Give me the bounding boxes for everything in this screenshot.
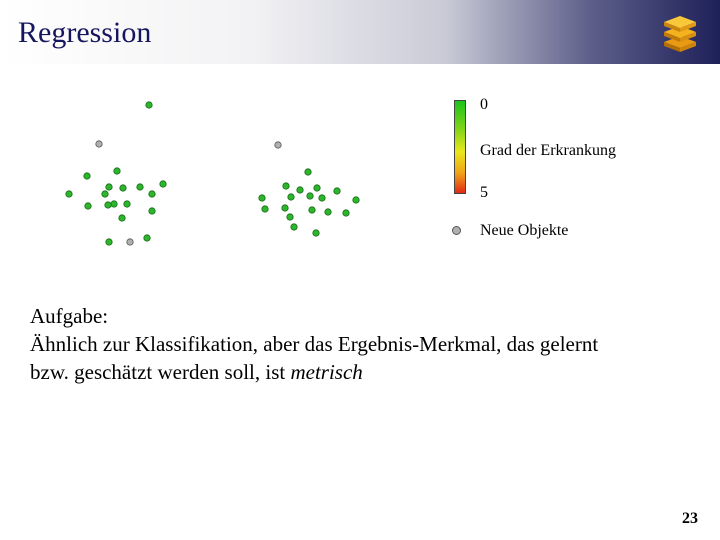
known-object-dot <box>353 197 359 203</box>
known-object-dot <box>106 239 112 245</box>
new-object-dot <box>127 239 133 245</box>
known-object-dot <box>146 102 152 108</box>
known-object-dot <box>283 183 289 189</box>
known-object-dot <box>102 191 108 197</box>
known-object-dot <box>149 208 155 214</box>
known-object-dot <box>144 235 150 241</box>
stacked-layers-logo-icon <box>660 12 700 56</box>
known-object-dot <box>319 195 325 201</box>
known-object-dot <box>314 185 320 191</box>
page-number: 23 <box>682 510 698 527</box>
known-object-dot <box>114 168 120 174</box>
known-object-dot <box>160 181 166 187</box>
known-object-dot <box>149 191 155 197</box>
known-object-dot <box>325 209 331 215</box>
slide-title: Regression <box>18 16 152 49</box>
known-object-dot <box>307 193 313 199</box>
known-object-dot <box>282 205 288 211</box>
known-object-dot <box>119 215 125 221</box>
known-object-dot <box>297 187 303 193</box>
task-text-block <box>30 302 710 386</box>
known-object-dot <box>105 202 111 208</box>
severity-color-scale <box>454 100 466 194</box>
scatter-illustration <box>0 64 440 264</box>
known-object-dot <box>313 230 319 236</box>
task-line-2-text: bzw. geschätzt werden soll, ist <box>30 360 291 384</box>
known-object-dot <box>288 194 294 200</box>
known-object-dot <box>106 184 112 190</box>
known-object-dot <box>84 173 90 179</box>
scale-bottom-label: 5 <box>480 184 488 201</box>
known-object-dot <box>305 169 311 175</box>
known-object-dot <box>262 206 268 212</box>
task-line-1: Ähnlich zur Klassifikation, aber das Ergebnis-Merkmal, das gelernt <box>30 332 599 356</box>
new-object-marker-icon <box>452 226 461 235</box>
known-object-dot <box>291 224 297 230</box>
known-object-dot <box>287 214 293 220</box>
known-object-dot <box>120 185 126 191</box>
known-object-dot <box>137 184 143 190</box>
known-object-dot <box>85 203 91 209</box>
known-object-dot <box>111 201 117 207</box>
known-object-dot <box>124 201 130 207</box>
scale-title-label: Grad der Erkrankung <box>480 142 616 159</box>
known-object-dot <box>309 207 315 213</box>
known-object-dot <box>343 210 349 216</box>
new-object-dot <box>96 141 102 147</box>
known-object-dot <box>334 188 340 194</box>
known-object-dot <box>259 195 265 201</box>
task-emphasis: metrisch <box>290 360 363 384</box>
new-object-dot <box>275 142 281 148</box>
task-line-2 <box>30 358 710 386</box>
known-object-dot <box>66 191 72 197</box>
slide-header <box>0 0 720 64</box>
new-objects-label: Neue Objekte <box>480 222 569 239</box>
task-heading: Aufgabe: <box>30 304 109 328</box>
scale-top-label: 0 <box>480 96 488 113</box>
